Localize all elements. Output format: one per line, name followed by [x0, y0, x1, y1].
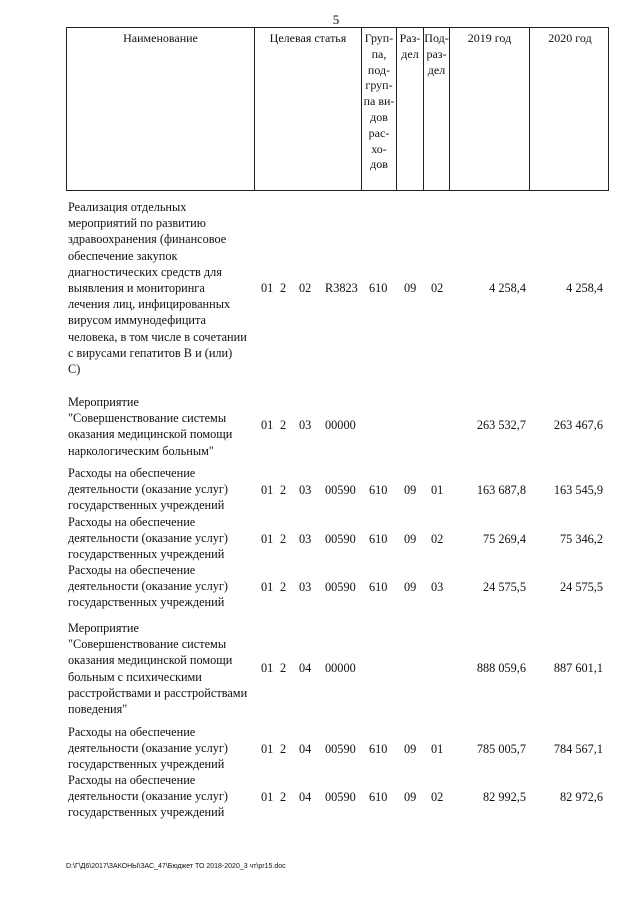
value-2019: 82 992,5 [482, 790, 526, 804]
razdel: 09 [404, 742, 417, 756]
target-code-direction: 00590 [325, 532, 356, 546]
target-code-subprogram: 2 [280, 580, 287, 594]
value-2019: 163 687,8 [476, 483, 526, 497]
header-razdel-line: Раз- [399, 31, 421, 45]
row-name-line: Расходы на обеспечение [68, 563, 196, 577]
podrazdel: 02 [431, 790, 444, 804]
row-name-line: государственных учреждений [68, 595, 225, 610]
razdel: 09 [404, 580, 417, 594]
row-name-line: деятельности (оказание услуг) [68, 741, 228, 756]
row-name-line: деятельности (оказание услуг) [68, 579, 228, 594]
row-name-line: Реализация отдельных [68, 200, 187, 214]
header-razdel [397, 28, 424, 190]
header-group-line: па ви- [363, 94, 395, 109]
row-name-line: обеспечение закупок [68, 248, 178, 263]
target-code-subprogram: 2 [280, 483, 287, 497]
value-2019: 888 059,6 [476, 661, 526, 675]
header-group-line: груп- [365, 78, 393, 93]
target-code-subprogram: 2 [280, 281, 287, 295]
row-name-line: выявления и мониторинга [68, 281, 205, 296]
expense-group: 610 [369, 281, 388, 295]
row-name-line: "Совершенствование системы [68, 411, 227, 426]
row-name-line: деятельности (оказание услуг) [68, 789, 228, 804]
row-name-line: здравоохранения (финансовое [68, 232, 227, 247]
header-group-line: Груп- [364, 31, 394, 45]
row-name [68, 562, 258, 611]
target-code-program: 01 [261, 418, 274, 432]
value-2019: 785 005,7 [476, 742, 526, 756]
row-name-line: расстройствами и расстройствами [68, 685, 248, 700]
header-podrazdel-line: раз- [426, 46, 447, 61]
target-code-subprogram: 2 [280, 418, 287, 432]
row-name [68, 199, 258, 377]
row-name-line: С) [68, 362, 81, 377]
target-code-measure: 03 [299, 532, 312, 546]
target-code-program: 01 [261, 661, 274, 675]
header-group-line: дов [370, 109, 388, 124]
razdel: 09 [404, 532, 417, 546]
header-group-line: па, [371, 46, 387, 61]
row-name-line: деятельности (оказание услуг) [68, 531, 228, 546]
row-name-line: с вирусами гепатитов В и (или) [68, 345, 233, 360]
value-2019: 263 532,7 [476, 418, 526, 432]
header-podrazdel [424, 28, 450, 190]
row-name [68, 465, 258, 514]
header-podrazdel-line: Под- [424, 31, 449, 45]
expense-group: 610 [369, 742, 388, 756]
podrazdel: 01 [431, 483, 444, 497]
target-code-subprogram: 2 [280, 661, 287, 675]
row-name-line: вирусом иммунодефицита [68, 313, 206, 328]
row-name-line: Расходы на обеспечение [68, 773, 196, 787]
header-target-article: Целевая статья [255, 28, 362, 190]
target-code-measure: 04 [299, 661, 312, 675]
podrazdel: 02 [431, 281, 444, 295]
value-2020: 784 567,1 [553, 742, 603, 756]
header-year-2019: 2019 год [450, 28, 530, 190]
target-code-direction: 00590 [325, 483, 356, 497]
target-code-subprogram: 2 [280, 790, 287, 804]
row-name [68, 514, 258, 563]
value-2020: 263 467,6 [553, 418, 603, 432]
row-name-line: государственных учреждений [68, 805, 225, 820]
target-code-direction: R3823 [325, 281, 358, 295]
target-code-measure: 04 [299, 790, 312, 804]
header-expense-group [362, 28, 397, 190]
row-name [68, 394, 258, 459]
row-name-line: мероприятий по развитию [68, 216, 206, 231]
expense-group: 610 [369, 483, 388, 497]
table-header [66, 27, 609, 191]
target-code-program: 01 [261, 790, 274, 804]
row-name-line: Мероприятие [68, 621, 139, 635]
row-name-line: больным с психическими [68, 669, 202, 684]
target-code-program: 01 [261, 580, 274, 594]
target-code-measure: 03 [299, 580, 312, 594]
target-code-direction: 00590 [325, 790, 356, 804]
target-code-direction: 00000 [325, 661, 356, 675]
row-name-line: оказания медицинской помощи [68, 427, 233, 442]
row-name-line: Расходы на обеспечение [68, 515, 196, 529]
razdel: 09 [404, 790, 417, 804]
value-2020: 4 258,4 [566, 281, 603, 295]
row-name [68, 620, 258, 717]
target-code-measure: 03 [299, 418, 312, 432]
header-group-line: дов [370, 157, 388, 172]
expense-group: 610 [369, 790, 388, 804]
target-code-measure: 02 [299, 281, 312, 295]
value-2020: 163 545,9 [553, 483, 603, 497]
row-name-line: лечения лиц, инфицированных [68, 297, 231, 312]
row-name-line: государственных учреждений [68, 498, 225, 513]
podrazdel: 03 [431, 580, 444, 594]
header-group-line: хо- [371, 141, 387, 156]
header-group-line: рас- [368, 125, 390, 140]
target-code-program: 01 [261, 532, 274, 546]
row-name-line: деятельности (оказание услуг) [68, 482, 228, 497]
razdel: 09 [404, 483, 417, 497]
value-2019: 75 269,4 [482, 532, 526, 546]
header-podrazdel-line: дел [427, 62, 446, 77]
value-2019: 4 258,4 [489, 281, 526, 295]
header-year-2020: 2020 год [548, 31, 592, 45]
target-code-program: 01 [261, 483, 274, 497]
row-name-line: государственных учреждений [68, 547, 225, 562]
header-group-line: под- [367, 62, 391, 77]
row-name-line: "Совершенствование системы [68, 637, 227, 652]
row-name-line: человека, в том числе в сочетании [68, 329, 247, 344]
target-code-direction: 00000 [325, 418, 356, 432]
row-name [68, 772, 258, 821]
expense-group: 610 [369, 532, 388, 546]
value-2019: 24 575,5 [482, 580, 526, 594]
header-razdel-line: дел [401, 46, 419, 61]
row-name-line: Расходы на обеспечение [68, 725, 196, 739]
row-name [68, 724, 258, 773]
row-name-line: оказания медицинской помощи [68, 653, 233, 668]
target-code-direction: 00590 [325, 580, 356, 594]
target-code-program: 01 [261, 742, 274, 756]
razdel: 09 [404, 281, 417, 295]
row-name-line: Расходы на обеспечение [68, 466, 196, 480]
row-name-line: диагностических средств для [68, 264, 222, 279]
row-name-line: Мероприятие [68, 395, 139, 409]
header-name: Наименование [67, 28, 255, 190]
target-code-measure: 04 [299, 742, 312, 756]
target-code-subprogram: 2 [280, 532, 287, 546]
expense-group: 610 [369, 580, 388, 594]
row-name-line: государственных учреждений [68, 757, 225, 772]
target-code-program: 01 [261, 281, 274, 295]
row-name-line: наркологическим больным" [68, 443, 214, 458]
value-2020: 24 575,5 [559, 580, 603, 594]
file-path-footer: D:\Г\Д6\2017\ЗАКОНЫ\ЗАС_47\Бюджет ТО 2018-2020_3 чт\pr15.doc [66, 863, 286, 870]
podrazdel: 01 [431, 742, 444, 756]
target-code-measure: 03 [299, 483, 312, 497]
value-2020: 887 601,1 [553, 661, 603, 675]
target-code-direction: 00590 [325, 742, 356, 756]
value-2020: 75 346,2 [559, 532, 603, 546]
row-name-line: поведения" [68, 702, 128, 717]
page-number: 5 [332, 12, 340, 27]
podrazdel: 02 [431, 532, 444, 546]
value-2020: 82 972,6 [559, 790, 603, 804]
target-code-subprogram: 2 [280, 742, 287, 756]
